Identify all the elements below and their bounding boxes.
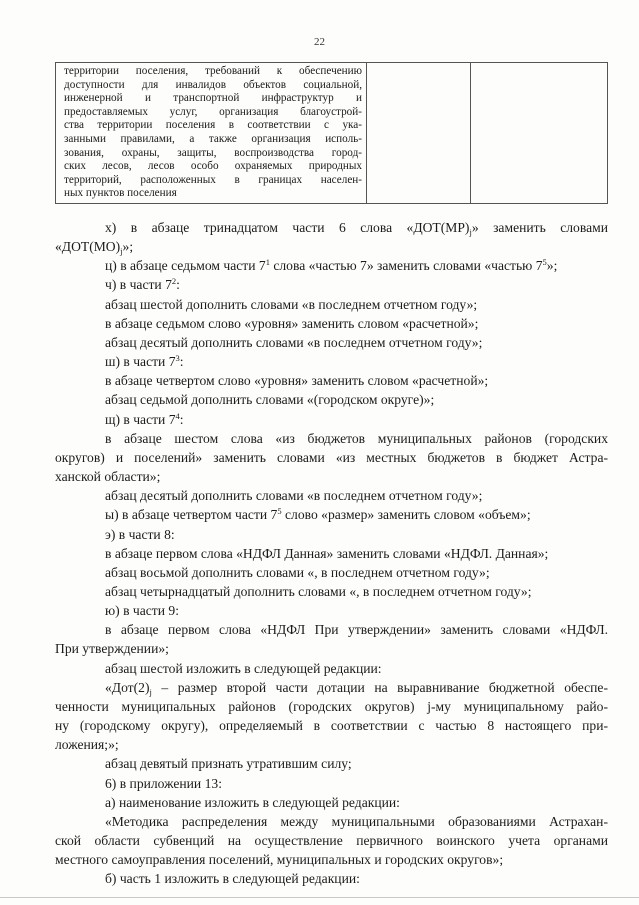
text-segment: : bbox=[179, 354, 184, 370]
table-cell-empty bbox=[471, 63, 608, 204]
text-segment: : bbox=[176, 277, 180, 293]
continued-table bbox=[55, 62, 608, 204]
superscript: 3 bbox=[175, 353, 180, 364]
page-bottom-edge bbox=[0, 897, 639, 898]
table-cell-line: инженерной и транспортной инфраструктур и bbox=[64, 92, 362, 105]
text-segment: слово «размер» заменить словом «объем»; bbox=[281, 507, 531, 523]
text-line bbox=[81, 525, 608, 544]
text-line bbox=[81, 793, 608, 812]
subscript: j bbox=[120, 246, 123, 257]
table-cell-line: занными правилами, а также организация исполь- bbox=[64, 132, 362, 145]
text-line bbox=[81, 429, 608, 448]
text-segment: » заменить словами bbox=[471, 220, 608, 235]
subscript: j bbox=[469, 227, 472, 237]
text-segment: ю) в части 9: bbox=[105, 603, 179, 619]
text-line bbox=[55, 467, 608, 486]
text-segment: ш) в части 7 bbox=[105, 354, 176, 370]
text-segment: »; bbox=[122, 239, 134, 255]
table-cell-line: доступности для инвалидов объектов социальной, bbox=[64, 78, 362, 91]
superscript: 1 bbox=[265, 257, 270, 268]
text-segment: х) в абзаце тринадцатом части 6 слова «ДОТ(МР) bbox=[105, 220, 470, 235]
text-line bbox=[81, 601, 608, 620]
text-segment: а) наименование изложить в следующей редакции: bbox=[105, 794, 400, 810]
text-line bbox=[81, 314, 608, 333]
text-segment: «Дот(2) bbox=[105, 679, 150, 695]
subscript: j bbox=[149, 686, 152, 697]
text-line bbox=[55, 716, 608, 735]
text-segment: : bbox=[179, 411, 184, 427]
text-segment: э) в части 8: bbox=[105, 526, 175, 542]
text-line bbox=[81, 754, 608, 773]
table-row bbox=[56, 63, 608, 204]
superscript: 5 bbox=[277, 506, 282, 517]
text-line bbox=[81, 410, 608, 429]
text-segment: абзац девятый признать утратившим силу; bbox=[105, 756, 352, 772]
text-segment: При утверждении»; bbox=[55, 641, 169, 657]
text-line bbox=[81, 390, 608, 409]
text-segment: слова «частью 7» заменить словами «частью 7 bbox=[269, 258, 543, 274]
text-line bbox=[81, 275, 608, 294]
text-line bbox=[81, 659, 608, 678]
table-cell-line: ных пунктов поселения bbox=[64, 187, 177, 200]
text-segment: «Методика распределения между муниципальными образованиями Астрахан- bbox=[105, 813, 608, 829]
text-line bbox=[81, 505, 608, 524]
text-line bbox=[81, 620, 608, 639]
text-line bbox=[81, 256, 608, 275]
text-segment: ч) в части 7 bbox=[105, 277, 172, 293]
table-cell-empty bbox=[367, 63, 471, 204]
text-segment: местного самоуправления поселений, муниципальных и городских округов»; bbox=[55, 852, 504, 868]
text-segment: «ДОТ(МО) bbox=[55, 239, 121, 255]
text-segment: щ) в части 7 bbox=[105, 411, 176, 427]
table-cell-line: предоставляемых услуг, организация благоустрой- bbox=[64, 105, 362, 118]
table-cell-line: территорий, расположенных в границах населен- bbox=[64, 173, 362, 186]
text-line bbox=[81, 678, 608, 697]
text-segment: ченности муниципальных районов (городских округов) j-му муниципальному райо- bbox=[55, 698, 608, 714]
text-segment: в абзаце шестом слова «из бюджетов муниципальных районов (городских bbox=[105, 430, 608, 446]
text-line bbox=[55, 639, 608, 658]
text-segment: в абзаце четвертом слово «уровня» заменить словом «расчетной»; bbox=[105, 373, 489, 389]
superscript: 2 bbox=[171, 276, 177, 287]
text-line bbox=[81, 774, 608, 793]
text-line bbox=[81, 869, 608, 888]
table-cell-line: зования, охраны, защиты, воспроизводства город- bbox=[64, 146, 362, 159]
text-segment: б) часть 1 изложить в следующей редакции: bbox=[105, 871, 360, 887]
text-line bbox=[81, 352, 608, 371]
text-line bbox=[55, 237, 608, 256]
text-segment: абзац седьмой дополнить словами «(городском округе)»; bbox=[105, 392, 435, 408]
text-segment: 6) в приложении 13: bbox=[105, 775, 222, 791]
text-segment: в абзаце первом слова «НДФЛ Данная» заменить словами «НДФЛ. Данная»; bbox=[105, 545, 549, 561]
text-segment: ц) в абзаце седьмом части 7 bbox=[105, 258, 266, 274]
text-segment: абзац десятый дополнить словами «в последнем отчетном году»; bbox=[105, 334, 483, 350]
text-line bbox=[55, 448, 608, 467]
table-cell-description bbox=[56, 63, 367, 204]
text-segment: округов) и поселений» заменить словами «из местных бюджетов в бюджет Астра- bbox=[55, 449, 608, 465]
text-segment: ну (городскому округу), определяемый в соответствии с частью 8 настоящего при- bbox=[55, 718, 608, 734]
text-segment: абзац десятый дополнить словами «в последнем отчетном году»; bbox=[105, 488, 483, 504]
document-body bbox=[55, 218, 608, 888]
text-segment: ской области субвенций на осуществление первичного воинского учета органами bbox=[55, 833, 608, 848]
superscript: 4 bbox=[175, 410, 180, 421]
table-cell-line: территории поселения, требований к обеспечению bbox=[64, 65, 362, 77]
text-segment: в абзаце первом слова «НДФЛ При утверждении» заменить словами «НДФЛ. bbox=[105, 622, 608, 638]
text-segment: – размер второй части дотации на выравнивание бюджетной обеспе- bbox=[151, 679, 608, 695]
text-line bbox=[81, 582, 608, 601]
text-segment: абзац шестой изложить в следующей редакции: bbox=[105, 660, 382, 676]
text-line bbox=[81, 333, 608, 352]
text-line bbox=[55, 831, 608, 850]
text-segment: ы) в абзаце четвертом части 7 bbox=[105, 507, 278, 523]
text-line bbox=[81, 544, 608, 563]
text-segment: ложения;»; bbox=[55, 737, 119, 753]
text-line bbox=[81, 218, 608, 237]
superscript: 5 bbox=[542, 257, 547, 268]
text-segment: абзац шестой дополнить словами «в последнем отчетном году»; bbox=[105, 296, 478, 312]
text-line bbox=[81, 295, 608, 314]
page-number: 22 bbox=[314, 36, 325, 48]
text-segment: абзац четырнадцатый дополнить словами «, в последнем отчетном году»; bbox=[105, 583, 532, 599]
text-line bbox=[81, 486, 608, 505]
text-line bbox=[55, 735, 608, 754]
text-segment: ханской области»; bbox=[55, 469, 161, 485]
text-line bbox=[81, 812, 608, 831]
text-segment: в абзаце седьмом слово «уровня» заменить словом «расчетной»; bbox=[105, 315, 479, 331]
table-cell-line: ских лесов, лесов особо охраняемых природных bbox=[64, 160, 362, 173]
text-segment: абзац восьмой дополнить словами «, в последнем отчетном году»; bbox=[105, 564, 490, 580]
table-cell-line: ства территории поселения в соответствии с ука- bbox=[64, 119, 362, 132]
text-line bbox=[55, 850, 608, 869]
text-segment: »; bbox=[546, 258, 558, 274]
text-line bbox=[55, 697, 608, 716]
text-line bbox=[81, 371, 608, 390]
text-line bbox=[81, 563, 608, 582]
